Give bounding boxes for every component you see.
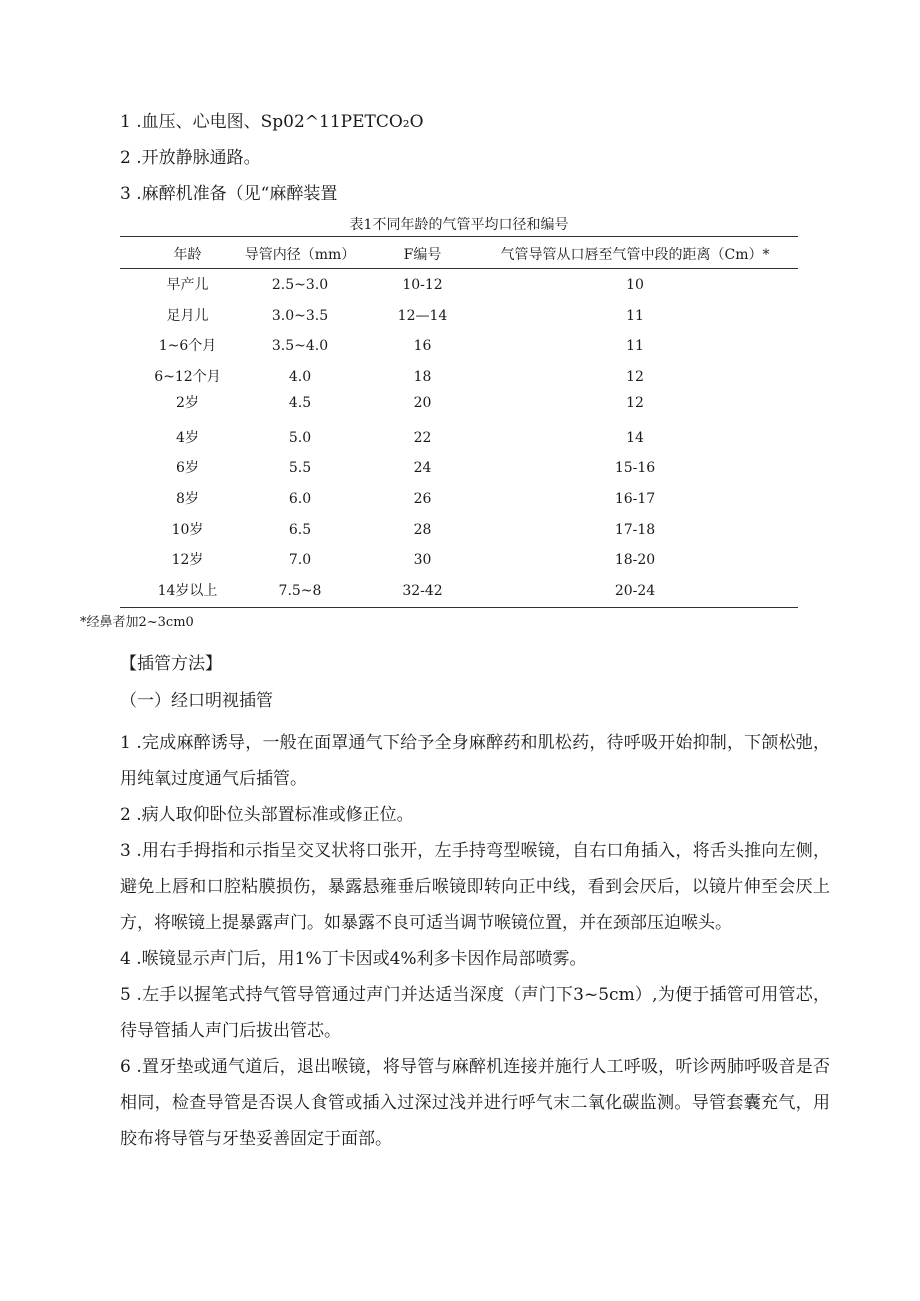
cell-distance: 20-24 <box>614 583 656 599</box>
cell-age: 早产儿 <box>166 277 209 293</box>
table-footnote: *经鼻者加2~3cm0 <box>80 615 194 630</box>
cell-inner-diameter: 2.5~3.0 <box>271 277 329 293</box>
cell-age: 1~6个月 <box>158 338 217 354</box>
cell-inner-diameter: 7.5~8 <box>278 583 322 599</box>
cell-distance: 11 <box>626 308 644 324</box>
monitor-item: 1 .血压、心电图、Sp02^11PETCO₂O <box>120 112 424 132</box>
cell-f-number: 30 <box>413 552 432 568</box>
cell-age: 6~12个月 <box>154 369 221 385</box>
cell-inner-diameter: 6.0 <box>288 491 312 507</box>
cell-distance: 17-18 <box>614 522 656 538</box>
cell-f-number: 22 <box>413 430 432 446</box>
step-3-paragraph: 3 .用右手拇指和示指呈交叉状将口张开，左手持弯型喉镜，自右口角插入，将舌头推向左侧，避免上唇和口腔粘膜损伤，暴露悬雍垂后喉镜即转向正中线，看到会厌后，以镜片伸至会厌上方，将喉镜上提暴露声门。如暴露不良可适当调节喉镜位置，并在颈部压迫喉头。 <box>120 841 830 933</box>
cell-f-number: 20 <box>413 395 432 411</box>
cell-distance: 12 <box>626 369 644 385</box>
cell-inner-diameter: 4.5 <box>288 395 312 411</box>
cell-inner-diameter: 3.0~3.5 <box>271 308 329 324</box>
cell-age: 14岁以上 <box>157 583 218 599</box>
method-subheading: （一）经口明视插管 <box>120 691 273 711</box>
header-f-number: F编号 <box>403 247 442 263</box>
table-bottom-rule <box>120 607 798 608</box>
cell-inner-diameter: 7.0 <box>288 552 312 568</box>
anesthesia-machine-item: 3 .麻醉机准备（见“麻醉装置 <box>120 184 338 204</box>
cell-f-number: 10-12 <box>402 277 443 293</box>
table-caption: 表1不同年龄的气管平均口径和编号 <box>349 217 569 233</box>
table-header-rule <box>120 268 798 269</box>
cell-inner-diameter: 6.5 <box>288 522 312 538</box>
step-4-paragraph: 4 .喉镜显示声门后，用1%丁卡因或4%利多卡因作局部喷雾。 <box>120 949 587 969</box>
step-1-paragraph: 1 .完成麻醉诱导，一般在面罩通气下给予全身麻醉药和肌松药，待呼吸开始抑制，下颌松弛，用纯氧过度通气后插管。 <box>120 733 830 789</box>
cell-f-number: 24 <box>413 460 432 476</box>
cell-inner-diameter: 5.0 <box>288 430 312 446</box>
cell-distance: 16-17 <box>614 491 656 507</box>
cell-distance: 10 <box>626 277 644 293</box>
step-5-paragraph: 5 .左手以握笔式持气管导管通过声门并达适当深度（声门下3~5cm）,为便于插管可用管芯，待导管插人声门后拔出管芯。 <box>120 985 830 1041</box>
cell-inner-diameter: 4.0 <box>288 369 312 385</box>
method-heading: 【插管方法】 <box>120 654 222 674</box>
cell-f-number: 32-42 <box>402 583 443 599</box>
header-age: 年龄 <box>173 247 202 263</box>
table-top-rule <box>120 236 798 237</box>
cell-age: 10岁 <box>171 522 204 538</box>
cell-age: 12岁 <box>171 552 204 568</box>
cell-f-number: 26 <box>413 491 432 507</box>
cell-inner-diameter: 5.5 <box>288 460 312 476</box>
cell-distance: 11 <box>626 338 644 354</box>
cell-age: 8岁 <box>176 491 199 507</box>
cell-age: 4岁 <box>176 430 199 446</box>
cell-f-number: 28 <box>413 522 432 538</box>
cell-f-number: 12—14 <box>397 308 448 324</box>
cell-distance: 15-16 <box>614 460 656 476</box>
cell-f-number: 16 <box>413 338 432 354</box>
cell-distance: 12 <box>626 395 644 411</box>
cell-f-number: 18 <box>413 369 432 385</box>
cell-inner-diameter: 3.5~4.0 <box>271 338 329 354</box>
cell-age: 足月儿 <box>166 308 209 324</box>
cell-age: 2岁 <box>176 395 199 411</box>
step-6-paragraph: 6 .置牙垫或通气道后，退出喉镜，将导管与麻醉机连接并施行人工呼吸，听诊两肺呼吸音是否相同，检查导管是否误人食管或插入过深过浅并进行呼气末二氧化碳监测。导管套囊充气，用胶布将导管与牙垫妥善固定于面部。 <box>120 1057 830 1149</box>
header-distance: 气管导管从口唇至气管中段的距离（Cm）* <box>500 247 770 263</box>
iv-access-item: 2 .开放静脉通路。 <box>120 148 261 168</box>
cell-distance: 18-20 <box>614 552 656 568</box>
cell-age: 6岁 <box>176 460 199 476</box>
header-inner-diameter: 导管内径（mm） <box>244 247 356 263</box>
cell-distance: 14 <box>626 430 644 446</box>
step-2-paragraph: 2 .病人取仰卧位头部置标准或修正位。 <box>120 805 414 825</box>
